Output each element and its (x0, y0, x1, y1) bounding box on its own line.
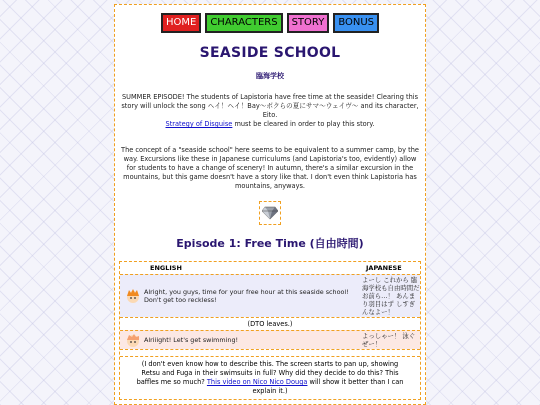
dialogue-english: Alriiight! Let's get swimming! (144, 335, 239, 344)
episode-title: Episode 1: Free Time (自由時間) (176, 237, 364, 250)
character-avatar-icon (125, 332, 141, 348)
nav-home-button[interactable]: HOME (161, 13, 201, 33)
stage-direction (120, 356, 420, 399)
nav-bar (115, 13, 425, 33)
intro-line1: SUMMER EPISODE! The students of Lapistoria have free time at the seaside! Clearing this story will unlock the song ヘイ！ヘイ！Bay〜ボクらの夏にサマ〜ウェイヴ〜 and its character, Eito. (121, 93, 419, 119)
table-header (120, 262, 420, 274)
concept-text: The concept of a "seaside school" here seems to be equivalent to a summer camp, by the way. Excursions like these in Japanese curriculums (and Lapistoria's too, evidently) allow for students to have a change of scenery! In autumn, there's a similar excursion in the mountains, but this game doesn't have a story like that. I don't even think Lapistoria has mountains, anyways. (121, 146, 419, 190)
page-title: SEASIDE SCHOOL (199, 45, 341, 61)
stage-text-b: will show it better than I can explain it.) (252, 378, 404, 395)
stage-direction: (DTO leaves.) (120, 317, 420, 330)
table-row (120, 274, 420, 317)
page-subtitle: 臨海学校 (256, 72, 284, 80)
dialogue-table (119, 261, 421, 400)
col-english-header: ENGLISH (150, 264, 182, 272)
gem-icon (262, 206, 278, 220)
nico-nico-video-link[interactable]: This video on Nico Nico Douga (206, 378, 308, 386)
col-japanese-header: JAPANESE (366, 264, 402, 272)
character-avatar-icon (125, 288, 141, 304)
nav-bonus-button[interactable]: BONUS (333, 13, 379, 33)
dialogue-japanese: よーし これから 臨海学校も自由時間だ お前ら…！ あんまり羽目はず しすぎんなよー！ (362, 276, 420, 316)
stage-text-a: (I don't even know how to describe this. The screen starts to pan up, showing Retsu and Fuga in their swimsuits in full? Why did they decide to do this? This baffles me so much? (136, 360, 399, 386)
page-container (114, 4, 426, 405)
row-spacer (120, 349, 420, 356)
gem-icon-frame (259, 201, 281, 225)
strategy-of-disguise-link[interactable]: Strategy of Disguise (165, 120, 233, 128)
dialogue-english: Alright, you guys, time for your free hour at this seaside school! Don't get too reckless! (144, 287, 349, 304)
dialogue-japanese: よっしゃー！ 泳ぐぜー！ (362, 332, 416, 348)
intro-text (121, 93, 419, 129)
nav-characters-button[interactable]: CHARACTERS (205, 13, 282, 33)
table-row (120, 330, 420, 349)
nav-story-button[interactable]: STORY (287, 13, 330, 33)
intro-line2: must be cleared in order to play this story. (232, 120, 375, 128)
